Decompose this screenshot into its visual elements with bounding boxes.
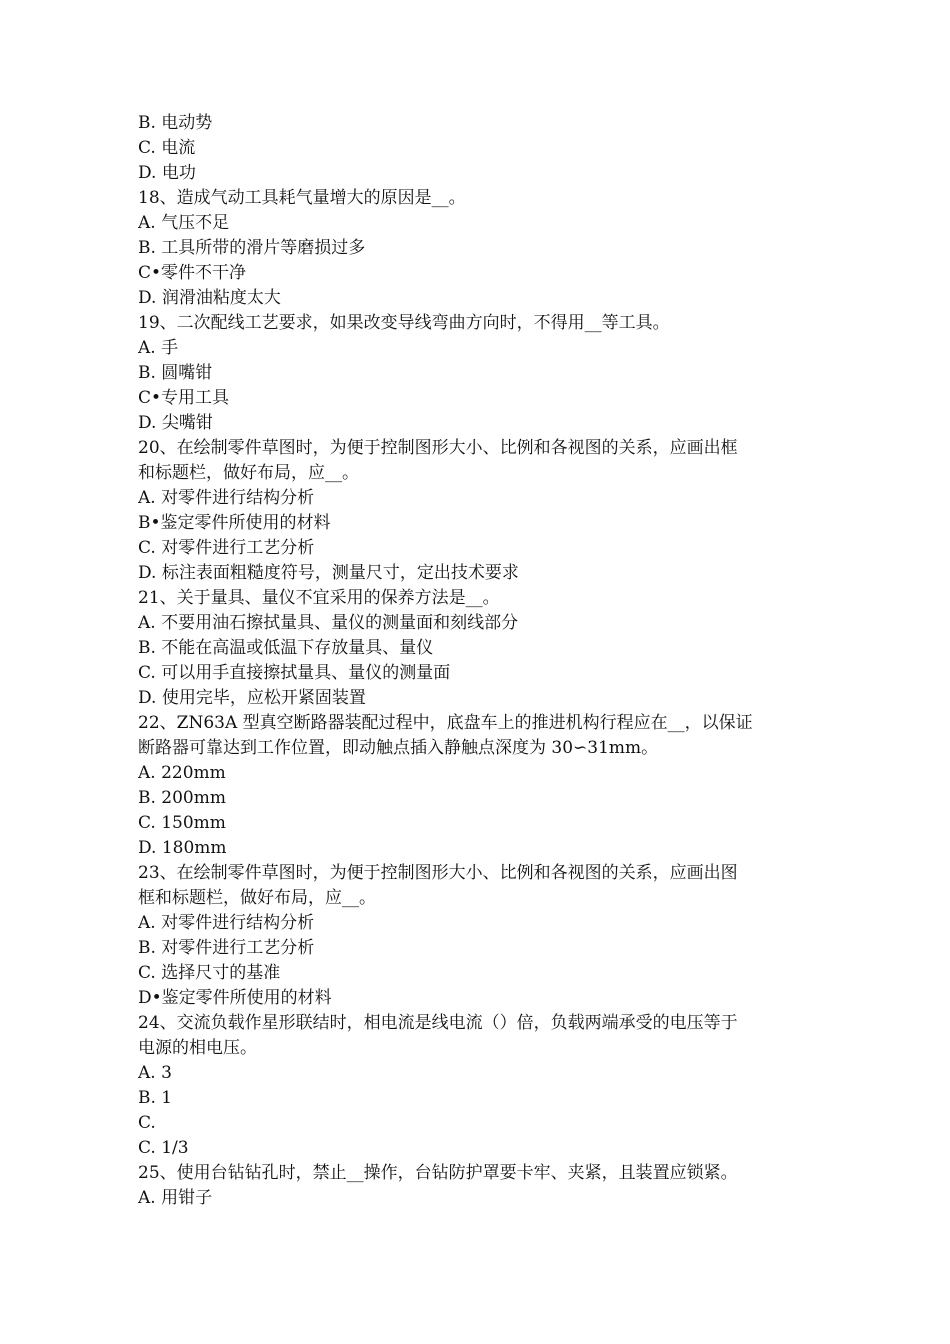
answer-option: D•鉴定零件所使用的材料 [138, 988, 332, 1008]
question-25: 25、使用台钻钻孔时，禁止__操作，台钻防护罩要卡牢、夹紧，且装置应锁紧。 [138, 1163, 738, 1183]
answer-option: D. 180mm [138, 838, 227, 858]
question-20-continued: 和标题栏，做好布局，应__。 [138, 463, 359, 483]
answer-option: C. [138, 1113, 156, 1133]
answer-option: A. 220mm [138, 763, 226, 783]
answer-option: B. 圆嘴钳 [138, 363, 213, 383]
answer-option: A. 3 [138, 1063, 172, 1083]
answer-option: D. 使用完毕，应松开紧固装置 [138, 688, 366, 708]
answer-option: D. 标注表面粗糙度符号，测量尺寸，定出技术要求 [138, 563, 519, 583]
answer-option: B. 200mm [138, 788, 226, 808]
answer-option: B. 不能在高温或低温下存放量具、量仪 [138, 638, 434, 658]
answer-option: A. 用钳子 [138, 1188, 213, 1208]
answer-option: D. 电功 [138, 163, 196, 183]
answer-option: A. 对零件进行结构分析 [138, 913, 315, 933]
answer-option: A. 不要用油石擦拭量具、量仪的测量面和刻线部分 [138, 613, 519, 633]
answer-option: B•鉴定零件所使用的材料 [138, 513, 331, 533]
answer-option: A. 气压不足 [138, 213, 230, 233]
answer-option: C•零件不干净 [138, 263, 247, 283]
question-19: 19、二次配线工艺要求，如果改变导线弯曲方向时，不得用__等工具。 [138, 313, 670, 333]
question-24: 24、交流负载作星形联结时，相电流是线电流（）倍，负载两端承受的电压等于 [138, 1013, 738, 1033]
question-18: 18、造成气动工具耗气量增大的原因是__。 [138, 188, 466, 208]
answer-option: A. 对零件进行结构分析 [138, 488, 315, 508]
question-23: 23、在绘制零件草图时，为便于控制图形大小、比例和各视图的关系，应画出图 [138, 863, 738, 883]
question-22-continued: 断路器可靠达到工作位置，即动触点插入静触点深度为 30∽31mm。 [138, 738, 659, 758]
question-22: 22、ZN63A 型真空断路器装配过程中，底盘车上的推进机构行程应在__，以保证 [138, 713, 753, 733]
answer-option: C. 可以用手直接擦拭量具、量仪的测量面 [138, 663, 451, 683]
answer-option: B. 电动势 [138, 113, 213, 133]
answer-option: C. 电流 [138, 138, 196, 158]
answer-option: A. 手 [138, 338, 179, 358]
answer-option: B. 工具所带的滑片等磨损过多 [138, 238, 366, 258]
question-20: 20、在绘制零件草图时，为便于控制图形大小、比例和各视图的关系，应画出框 [138, 438, 738, 458]
answer-option: C. 150mm [138, 813, 226, 833]
answer-option: B. 对零件进行工艺分析 [138, 938, 315, 958]
answer-option: C. 1/3 [138, 1138, 189, 1158]
question-24-continued: 电源的相电压。 [138, 1038, 257, 1058]
answer-option: B. 1 [138, 1088, 173, 1108]
question-23-continued: 框和标题栏，做好布局，应__。 [138, 888, 376, 908]
answer-option: D. 尖嘴钳 [138, 413, 213, 433]
answer-option: C. 对零件进行工艺分析 [138, 538, 315, 558]
question-21: 21、关于量具、量仪不宜采用的保养方法是__。 [138, 588, 500, 608]
answer-option: C•专用工具 [138, 388, 230, 408]
answer-option: C. 选择尺寸的基准 [138, 963, 281, 983]
document-page [138, 111, 828, 1211]
answer-option: D. 润滑油粘度太大 [138, 288, 281, 308]
